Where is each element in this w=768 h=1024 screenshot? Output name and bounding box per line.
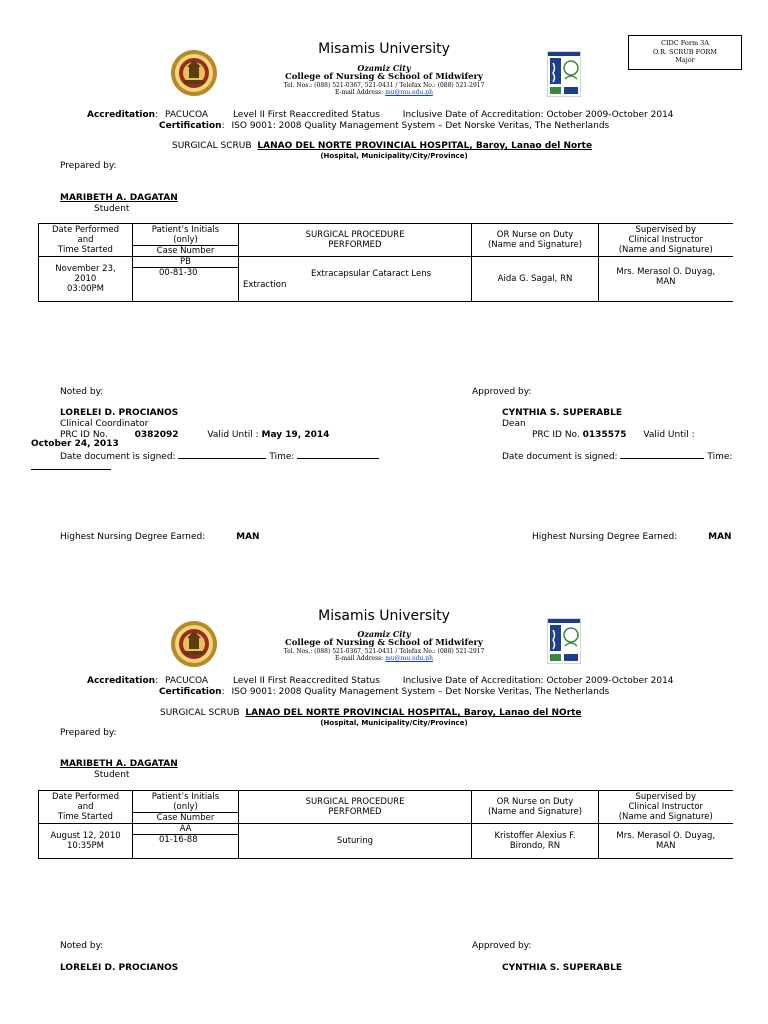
dean-role: Dean: [502, 419, 526, 429]
telephone-numbers: Tel. Nos.: (088) 521-0367, 521-0431 / Telefax No.: (088) 521-2917: [283, 648, 485, 655]
college-name: College of Nursing & School of Midwifery: [285, 638, 483, 648]
header-supervised-by: Supervised by Clinical Instructor (Name and Signature): [599, 224, 733, 257]
email-link[interactable]: mu@mu.edu.ph: [385, 89, 433, 96]
email-link[interactable]: mu@mu.edu.ph: [385, 655, 433, 662]
accreditation-line: Accreditation: PACUCOA Level II First Reaccredited Status Inclusive Date of Accreditation: October 2009-October 2014: [87, 110, 674, 120]
email-label: E-mail Address:: [335, 655, 384, 662]
header-patient-initials: Patient’s Initials (only): [133, 224, 239, 246]
dean-time-wrap: [31, 461, 111, 473]
form-code: CIDC Form 3A: [660, 39, 710, 47]
noted-by-label: Noted by:: [60, 941, 104, 951]
certification-line: Certification: ISO 9001: 2008 Quality Management System – Det Norske Veritas, The Netherlands: [159, 121, 610, 131]
accreditation-dates: Inclusive Date of Accreditation: October 2009-October 2014: [402, 110, 674, 120]
university-seal-logo: [170, 620, 218, 668]
email-line: [284, 89, 484, 96]
header-case-number: Case Number: [133, 813, 239, 824]
surgical-scrub-line: [160, 708, 582, 718]
coordinator-name: LORELEI D. PROCIANOS: [60, 963, 179, 973]
surgical-scrub-line: [172, 141, 592, 151]
cell-case-number: 00-81-30: [159, 268, 198, 278]
cell-or-nurse: Kristoffer Alexius F. Birondo, RN: [472, 824, 599, 859]
cell-supervisor: Mrs. Merasol O. Duyag, MAN: [599, 824, 733, 859]
table-row: [39, 257, 733, 302]
student-role: Student: [94, 204, 130, 214]
student-name: MARIBETH A. DAGATAN: [60, 759, 178, 769]
table-header-row: [39, 224, 733, 246]
dean-degree-line: Highest Nursing Degree Earned: MAN: [532, 532, 732, 542]
header-supervised-by: Supervised by Clinical Instructor (Name and Signature): [599, 791, 733, 824]
cell-patient: [133, 257, 239, 302]
scrub-procedures-table: [38, 223, 733, 302]
header-patient-initials: Patient’s Initials (only): [133, 791, 239, 813]
cell-patient: [133, 824, 239, 859]
telephone-numbers: Tel. Nos.: (088) 521-0367, 521-0431 / Telefax No.: (088) 521-2917: [283, 82, 485, 89]
header-or-nurse: OR Nurse on Duty (Name and Signature): [472, 224, 599, 257]
student-role: Student: [94, 770, 130, 780]
coordinator-role: Clinical Coordinator: [60, 419, 149, 429]
coordinator-name: LORELEI D. PROCIANOS: [60, 408, 179, 418]
hospital-caption: (Hospital, Municipality/City/Province): [320, 152, 468, 160]
coordinator-prc-line: PRC ID No. 0382092 Valid Until : May 19, 2014: [60, 430, 330, 440]
surgical-scrub-label: SURGICAL SCRUB: [160, 708, 240, 718]
accreditation-status: Level II First Reaccredited Status: [232, 676, 380, 686]
cell-date: August 12, 2010 10:35PM: [39, 824, 133, 859]
approved-by-label: Approved by:: [472, 941, 532, 951]
accreditation-agency: PACUCOA: [164, 110, 209, 120]
accreditation-agency: PACUCOA: [164, 676, 209, 686]
cell-procedure: Extracapsular Cataract Lens Extraction: [239, 257, 472, 302]
certification-text: ISO 9001: 2008 Quality Management System – Det Norske Veritas, The Netherlands: [231, 121, 610, 131]
surgical-scrub-label: SURGICAL SCRUB: [172, 141, 252, 151]
cell-procedure: Suturing: [239, 824, 472, 859]
certification-text: ISO 9001: 2008 Quality Management System – Det Norske Veritas, The Netherlands: [231, 687, 610, 697]
cell-supervisor: Mrs. Merasol O. Duyag, MAN: [599, 257, 733, 302]
dean-degree: MAN: [708, 532, 732, 542]
table-header-row: [39, 791, 733, 813]
header-procedure: SURGICAL PROCEDURE PERFORMED: [239, 791, 472, 824]
iso-certification-logo: [547, 618, 581, 664]
student-name: MARIBETH A. DAGATAN: [60, 193, 178, 203]
email-label: E-mail Address:: [335, 89, 384, 96]
table-row: [39, 824, 733, 859]
dean-signed-line: Date document is signed: Time:: [502, 452, 733, 462]
header-or-nurse: OR Nurse on Duty (Name and Signature): [472, 791, 599, 824]
accreditation-status: Level II First Reaccredited Status: [232, 110, 380, 120]
scrub-procedures-table: [38, 790, 733, 859]
accreditation-label: Accreditation: [87, 110, 156, 120]
coordinator-valid-wrap: October 24, 2013: [31, 439, 119, 449]
dean-name: CYNTHIA S. SUPERABLE: [502, 408, 622, 418]
header-date: Date Performed and Time Started: [39, 224, 133, 257]
form-code-box: [628, 35, 742, 70]
cell-or-nurse: Aida G. Sagal, RN: [472, 257, 599, 302]
cell-patient-initials: AA: [133, 824, 238, 835]
dean-prc-line: PRC ID No. 0135575 Valid Until :: [532, 430, 695, 440]
certification-label: Certification: [159, 121, 222, 131]
university-name: Misamis University: [318, 41, 450, 57]
cell-patient-initials: PB: [133, 257, 238, 268]
coordinator-prc-id: 0382092: [134, 430, 179, 440]
header-procedure: SURGICAL PROCEDURE PERFORMED: [239, 224, 472, 257]
iso-certification-logo: [547, 51, 581, 97]
dean-prc-id: 0135575: [582, 430, 627, 440]
approved-by-label: Approved by:: [472, 387, 532, 397]
noted-by-label: Noted by:: [60, 387, 104, 397]
hospital-name: LANAO DEL NORTE PROVINCIAL HOSPITAL, Baroy, Lanao del Norte: [257, 141, 593, 151]
accreditation-line: Accreditation: PACUCOA Level II First Reaccredited Status Inclusive Date of Accreditation: October 2009-October 2014: [87, 676, 674, 686]
certification-line: Certification: ISO 9001: 2008 Quality Management System – Det Norske Veritas, The Netherlands: [159, 687, 610, 697]
email-line: [284, 655, 484, 662]
university-city: Ozamiz City: [357, 63, 411, 73]
prepared-by-label: Prepared by:: [60, 728, 117, 738]
header-date: Date Performed and Time Started: [39, 791, 133, 824]
college-name: College of Nursing & School of Midwifery: [285, 72, 483, 82]
university-seal-logo: [170, 49, 218, 97]
coordinator-degree: MAN: [236, 532, 260, 542]
hospital-caption: (Hospital, Municipality/City/Province): [320, 719, 468, 727]
certification-label: Certification: [159, 687, 222, 697]
accreditation-label: Accreditation: [87, 676, 156, 686]
accreditation-dates: Inclusive Date of Accreditation: October 2009-October 2014: [402, 676, 674, 686]
coordinator-signed-line: Date document is signed: Time:: [60, 450, 379, 462]
cell-date: November 23, 2010 03:00PM: [39, 257, 133, 302]
coordinator-degree-line: Highest Nursing Degree Earned: MAN: [60, 532, 260, 542]
dean-name: CYNTHIA S. SUPERABLE: [502, 963, 622, 973]
hospital-name: LANAO DEL NORTE PROVINCIAL HOSPITAL, Baroy, Lanao del NOrte: [245, 708, 582, 718]
cell-case-number: 01-16-88: [159, 835, 198, 845]
university-name: Misamis University: [318, 608, 450, 624]
coordinator-valid-until: May 19, 2014: [261, 430, 330, 440]
form-category: Major: [675, 56, 695, 64]
form-type: O.R. SCRUB FORM: [652, 47, 718, 56]
header-case-number: Case Number: [133, 246, 239, 257]
university-city: Ozamiz City: [357, 629, 411, 639]
prepared-by-label: Prepared by:: [60, 161, 117, 171]
